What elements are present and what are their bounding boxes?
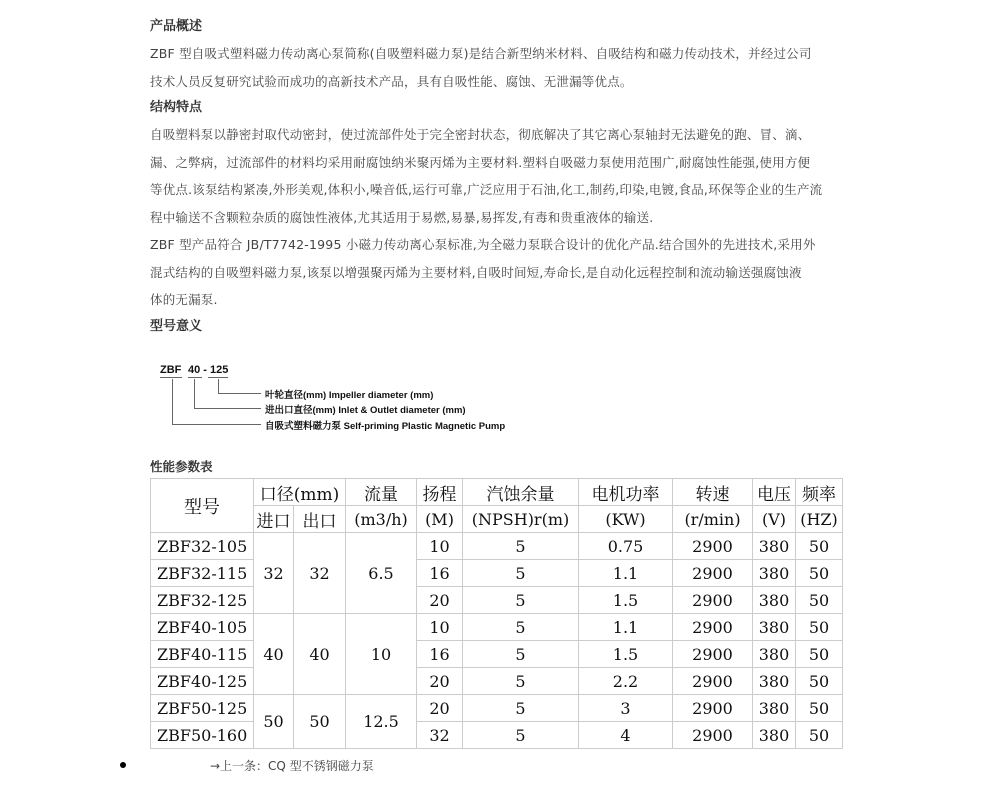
code-series: ZBF [160,364,182,376]
leader-type [172,379,261,425]
structure-line: 漏、之弊病，过流部件的材料均采用耐腐蚀纳米聚丙烯为主要材料.塑料自吸磁力泵使用范围广,耐腐蚀性能强,使用方便 [150,154,811,170]
header-model: 型号 [151,479,254,533]
speed-cell: 2900 [673,614,753,641]
header-speed: 转速 [673,479,753,506]
voltage-cell: 380 [753,560,796,587]
spec-table [150,478,843,749]
power-cell: 1.5 [579,641,673,668]
voltage-cell: 380 [753,533,796,560]
structure-line: ZBF 型产品符合 JB/T7742-1995 小磁力传动离心泵标准,为全磁力泵联合设计的优化产品.结合国外的先进技术,采用外 [150,237,816,252]
head-cell: 20 [417,587,463,614]
npsh-cell: 5 [463,722,579,749]
list-bullet [120,762,126,768]
speed-cell: 2900 [673,722,753,749]
flow-cell: 12.5 [346,695,417,749]
header-npsh-unit: (NPSH)r(m) [463,506,579,533]
structure-line: 混式结构的自吸塑料磁力泵,该泵以增强聚丙烯为主要材料,自吸时间短,寿命长,是自动化远程控制和流动输送强腐蚀液 [150,264,802,280]
label-inlet-outlet: 进出口直径(mm) Inlet & Outlet diameter (mm) [265,405,466,416]
power-cell: 2.2 [579,668,673,695]
head-cell: 20 [417,668,463,695]
head-cell: 10 [417,614,463,641]
model-cell: ZBF32-115 [151,560,254,587]
structure-line: 程中输送不含颗粒杂质的腐蚀性液体,尤其适用于易燃,易暴,易挥发,有毒和贵重液体的输送. [150,209,654,225]
header-flow: 流量 [346,479,417,506]
inlet-cell: 40 [254,614,294,695]
table-row [151,614,843,641]
spec-table-body [151,533,843,749]
underline-impeller [208,377,228,378]
model-cell: ZBF50-160 [151,722,254,749]
voltage-cell: 380 [753,587,796,614]
head-cell: 20 [417,695,463,722]
outlet-cell: 40 [294,614,346,695]
model-cell: ZBF32-105 [151,533,254,560]
head-cell: 16 [417,560,463,587]
header-voltage: 电压 [753,479,796,506]
structure-heading: 结构特点 [150,100,203,115]
label-pump-type: 自吸式塑料磁力泵 Self-priming Plastic Magnetic Pump [265,421,506,432]
header-power: 电机功率 [579,479,673,506]
inlet-cell: 50 [254,695,294,749]
header-freq: 频率 [796,479,843,506]
flow-cell: 10 [346,614,417,695]
npsh-cell: 5 [463,533,579,560]
header-row [151,479,843,506]
inlet-cell: 32 [254,533,294,614]
freq-cell: 50 [796,560,843,587]
power-cell: 1.1 [579,560,673,587]
npsh-cell: 5 [463,668,579,695]
voltage-cell: 380 [753,614,796,641]
header-row [151,506,843,533]
label-impeller: 叶轮直径(mm) Impeller diameter (mm) [265,390,434,401]
table-row [151,533,843,560]
freq-cell: 50 [796,695,843,722]
header-speed-unit: (r/min) [673,506,753,533]
structure-line: 等优点.该泵结构紧凑,外形美观,体积小,噪音低,运行可靠,广泛应用于石油,化工,制药,印染,电镀,食品,环保等企业的生产流 [150,182,823,197]
model-meaning-heading: 型号意义 [150,318,203,334]
header-voltage-unit: (V) [753,506,796,533]
freq-cell: 50 [796,641,843,668]
outlet-cell: 50 [294,695,346,749]
article-body [150,14,850,340]
header-inlet: 进口 [254,506,294,533]
freq-cell: 50 [796,533,843,560]
structure-line: 自吸塑料泵以静密封取代动密封，使过流部件处于完全密封状态，彻底解决了其它离心泵轴封无法避免的跑、冒、滴、 [150,127,811,142]
voltage-cell: 380 [753,641,796,668]
speed-cell: 2900 [673,695,753,722]
outlet-cell: 32 [294,533,346,614]
header-freq-unit: (HZ) [796,506,843,533]
model-cell: ZBF50-125 [151,695,254,722]
npsh-cell: 5 [463,695,579,722]
model-cell: ZBF40-105 [151,614,254,641]
speed-cell: 2900 [673,560,753,587]
freq-cell: 50 [796,614,843,641]
voltage-cell: 380 [753,722,796,749]
power-cell: 4 [579,722,673,749]
freq-cell: 50 [796,668,843,695]
power-cell: 3 [579,695,673,722]
model-cell: ZBF40-115 [151,641,254,668]
npsh-cell: 5 [463,614,579,641]
header-caliber: 口径(mm) [254,479,346,506]
model-cell: ZBF32-125 [151,587,254,614]
code-size: 40 - 125 [188,364,229,376]
overview-line: ZBF 型自吸式塑料磁力传动离心泵简称(自吸塑料磁力泵)是结合新型纳米材料、自吸结构和磁力传动技术，并经过公司 [150,46,812,61]
freq-cell: 50 [796,587,843,614]
structure-line: 体的无漏泵. [150,292,218,307]
voltage-cell: 380 [753,695,796,722]
head-cell: 10 [417,533,463,560]
npsh-cell: 5 [463,641,579,668]
speed-cell: 2900 [673,641,753,668]
header-outlet: 出口 [294,506,346,533]
overview-line: 技术人员反复研究试验而成功的高新技术产品，具有自吸性能、腐蚀、无泄漏等优点。 [150,73,633,89]
voltage-cell: 380 [753,668,796,695]
overview-heading: 产品概述 [150,19,203,34]
previous-article-link[interactable]: →上一条：CQ 型不锈钢磁力泵 [210,759,374,773]
header-flow-unit: (m3/h) [346,506,417,533]
header-npsh: 汽蚀余量 [463,479,579,506]
power-cell: 1.1 [579,614,673,641]
head-cell: 32 [417,722,463,749]
speed-cell: 2900 [673,668,753,695]
npsh-cell: 5 [463,560,579,587]
speed-cell: 2900 [673,533,753,560]
head-cell: 16 [417,641,463,668]
header-head-unit: (M) [417,506,463,533]
model-code-diagram [160,364,540,434]
npsh-cell: 5 [463,587,579,614]
spec-table-title: 性能参数表 [150,459,213,474]
speed-cell: 2900 [673,587,753,614]
power-cell: 0.75 [579,533,673,560]
model-cell: ZBF40-125 [151,668,254,695]
flow-cell: 6.5 [346,533,417,614]
underline-series [160,377,182,378]
header-head: 扬程 [417,479,463,506]
power-cell: 1.5 [579,587,673,614]
header-power-unit: (KW) [579,506,673,533]
underline-size [188,377,202,378]
table-row [151,695,843,722]
freq-cell: 50 [796,722,843,749]
